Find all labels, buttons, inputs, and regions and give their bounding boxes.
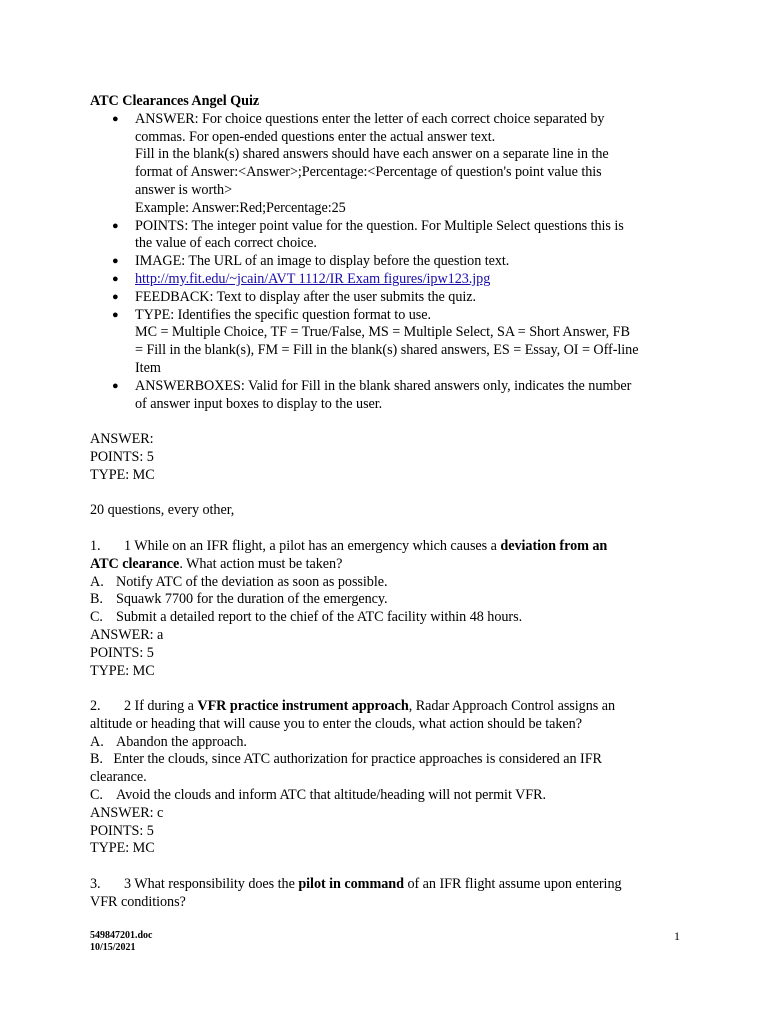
bullet-icon: ●: [112, 112, 119, 125]
question-3: 3. 3 What responsibility does the pilot in command of an IFR flight assume upon entering VFR conditions?: [90, 876, 622, 910]
question-answer: ANSWER: a: [90, 626, 164, 643]
question-points: POINTS: 5: [90, 822, 154, 839]
option-b: B. Enter the clouds, since ATC authorization for practice approaches is considered an IFR: [90, 751, 602, 768]
bullet-icon: ●: [112, 272, 119, 285]
footer-date: 10/15/2021: [90, 942, 136, 953]
option-a: A. Abandon the approach.: [90, 733, 247, 750]
page-footer: [90, 930, 680, 954]
question-points: POINTS: 5: [90, 644, 154, 661]
default-points: POINTS: 5: [90, 448, 154, 465]
bullet-icon: ●: [112, 379, 119, 392]
document-title: ATC Clearances Angel Quiz: [90, 93, 260, 109]
instruction-type: ● TYPE: Identifies the specific question format to use. MC = Multiple Choice, TF = True/False, MS = Multiple Select, SA = Short Answer, FB = Fill in the blank(s), FM = Fill in the blank(s) shared answers, ES = Essay, OI = Off-line Item: [112, 306, 639, 376]
document-body: [90, 93, 690, 912]
option-c: C. Submit a detailed report to the chief of the ATC facility within 48 hours.: [90, 609, 523, 626]
instruction-answer: ● ANSWER: For choice questions enter the letter of each correct choice separated by commas. For open-ended questions enter the actual answer text. Fill in the blank(s) shared answers should have each answer on a separate line in the format of Answer:<Answer>;Percentage:<Percentage of question's point value this answer is worth> Example: Answer:Red;Percentage:25: [112, 110, 609, 216]
option-b: B. Squawk 7700 for the duration of the emergency.: [90, 591, 388, 608]
default-type: TYPE: MC: [90, 466, 155, 483]
question-2: 2. 2 If during a VFR practice instrument approach, Radar Approach Control assigns an altitude or heading that will cause you to enter the clouds, what action should be taken? A. Abandon the approach. B. Enter the clouds, since ATC authorization for practice approaches is considered an IFR clearance. C. Avoid the clouds and inform ATC that altitude/heading will not permit VFR. ANSWER: c POINTS: 5 TYPE: MC: [90, 698, 690, 858]
instruction-feedback: ● FEEDBACK: Text to display after the user submits the quiz.: [112, 288, 477, 305]
page-number: 1: [674, 929, 680, 943]
footer-filename: 549847201.doc: [90, 930, 153, 941]
question-number: 3.: [90, 876, 101, 893]
instruction-link: [90, 271, 690, 289]
image-url-link[interactable]: http://my.fit.edu/~jcain/AVT 1112/IR Exam figures/ipw123.jpg: [135, 270, 491, 287]
bullet-icon: ●: [112, 308, 119, 321]
instruction-image: ● IMAGE: The URL of an image to display before the question text.: [112, 253, 510, 270]
question-1: 1. 1 While on an IFR flight, a pilot has an emergency which causes a deviation from an ATC clearance. What action must be taken? A. Notify ATC of the deviation as soon as possible. B. Squawk 7700 for the duration of the emergency. C. Submit a detailed report to the chief of the ATC facility within 48 hours. ANSWER: a POINTS: 5 TYPE: MC: [90, 538, 690, 680]
default-answer: ANSWER:: [90, 431, 154, 448]
option-c: C. Avoid the clouds and inform ATC that altitude/heading will not permit VFR.: [90, 787, 547, 804]
question-number: 1.: [90, 537, 101, 554]
option-b-cont: clearance.: [90, 769, 147, 786]
question-number: 2.: [90, 698, 101, 715]
question-type: TYPE: MC: [90, 840, 155, 857]
instruction-points: ● POINTS: The integer point value for the question. For Multiple Select questions this is the value of each correct choice.: [112, 217, 624, 252]
default-settings: [90, 431, 690, 484]
bullet-icon: ●: [112, 219, 119, 232]
question-answer: ANSWER: c: [90, 804, 164, 821]
question-type: TYPE: MC: [90, 662, 155, 679]
instruction-list: [90, 111, 690, 414]
questions-note: 20 questions, every other,: [90, 502, 235, 519]
bullet-icon: ●: [112, 255, 119, 268]
instruction-answerboxes: ● ANSWERBOXES: Valid for Fill in the blank shared answers only, indicates the number of answer input boxes to display to the user.: [112, 377, 632, 412]
option-a: A. Notify ATC of the deviation as soon as possible.: [90, 573, 388, 590]
bullet-icon: ●: [112, 290, 119, 303]
